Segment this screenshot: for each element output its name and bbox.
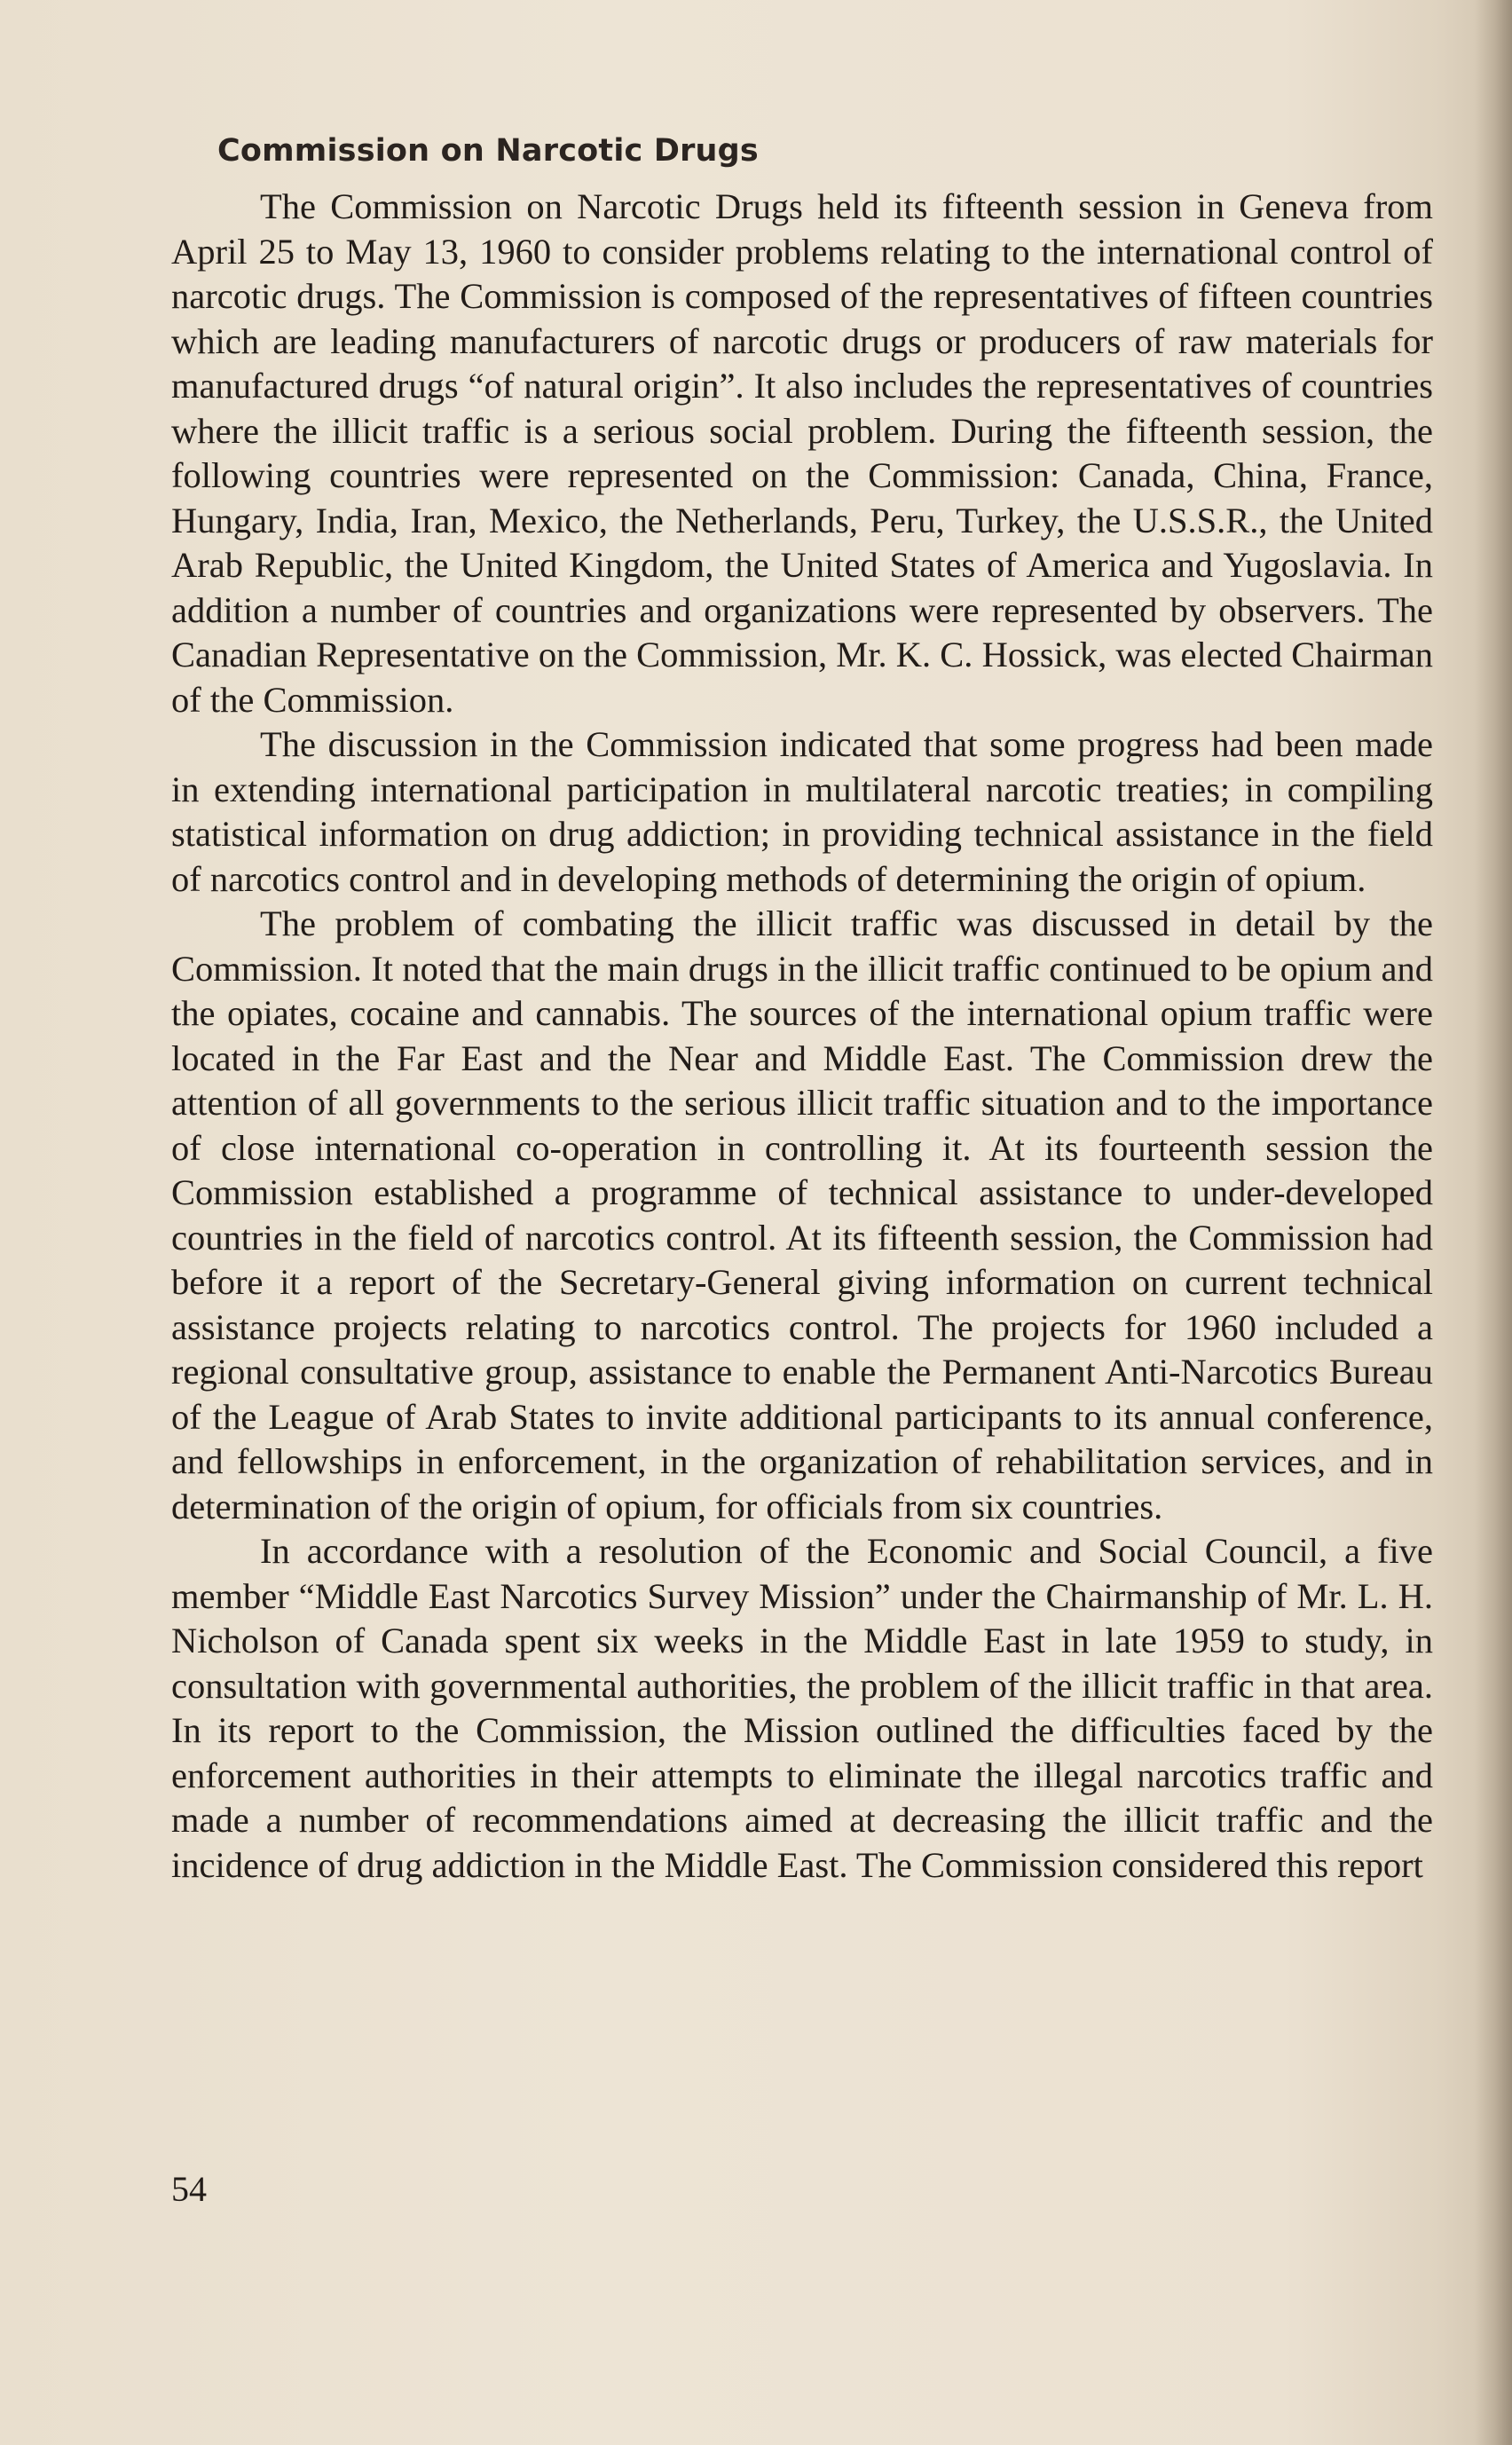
section-heading: Commission on Narcotic Drugs: [217, 133, 759, 169]
page-binding-edge: [1475, 0, 1512, 2445]
page-content: [171, 133, 1433, 1888]
paragraph-1: The Commission on Narcotic Drugs held its fifteenth session in Geneva from April 25 to May 13, 1960 to consider problems relating to the international control of narcotic drugs. The Commission is composed of the representatives of fifteen countries which are leading manufacturers of narcotic drugs or producers of raw materials for manufactured drugs “of natural origin”. It also includes the representatives of countries where the illicit traffic is a serious social problem. During the fifteenth session, the following countries were represented on the Commission: Canada, China, France, Hungary, India, Iran, Mexico, the Netherlands, Peru, Turkey, the U.S.S.R., the United Arab Republic, the United Kingdom, the United States of America and Yugoslavia. In addition a number of countries and organizations were represented by observers. The Canadian Representative on the Commission, Mr. K. C. Hossick, was elected Chairman of the Commission.: [171, 186, 1433, 720]
page-number: 54: [171, 2169, 207, 2209]
paragraph-4: In accordance with a resolution of the Economic and Social Council, a five member “Middle East Narcotics Survey Mission” under the Chairmanship of Mr. L. H. Nicholson of Canada spent six weeks in the Middle East in late 1959 to study, in consultation with governmental authorities, the problem of the illicit traffic in that area. In its report to the Commission, the Mission outlined the difficulties faced by the enforcement authorities in their attempts to eliminate the illegal narcotics traffic and made a number of recommendations aimed at decreasing the illicit traffic and the incidence of drug addiction in the Middle East. The Commission considered this report: [171, 1531, 1433, 1885]
paragraph-3: The problem of combating the illicit traffic was discussed in detail by the Commission. It noted that the main drugs in the illicit traffic continued to be opium and the opiates, cocaine and cannabis. The sources of the international opium traffic were located in the Far East and the Near and Middle East. The Commission drew the attention of all governments to the serious illicit traffic situation and to the importance of close international co-operation in controlling it. At its fourteenth session the Commission established a programme of technical assistance to under-developed countries in the field of narcotics control. At its fifteenth session, the Commission had before it a report of the Secretary-General giving information on current technical assistance projects relating to narcotics control. The projects for 1960 included a regional consultative group, assistance to enable the Permanent Anti-Narcotics Bureau of the League of Arab States to invite additional participants to its annual conference, and fellowships in enforcement, in the organization of rehabilitation services, and in determination of the origin of opium, for officials from six countries.: [171, 903, 1433, 1526]
paragraph-2: The discussion in the Commission indicated that some progress had been made in extending international participation in multilateral narcotic treaties; in compiling statistical information on drug addiction; in providing technical assistance in the field of narcotics control and in developing methods of determining the origin of opium.: [171, 724, 1433, 899]
